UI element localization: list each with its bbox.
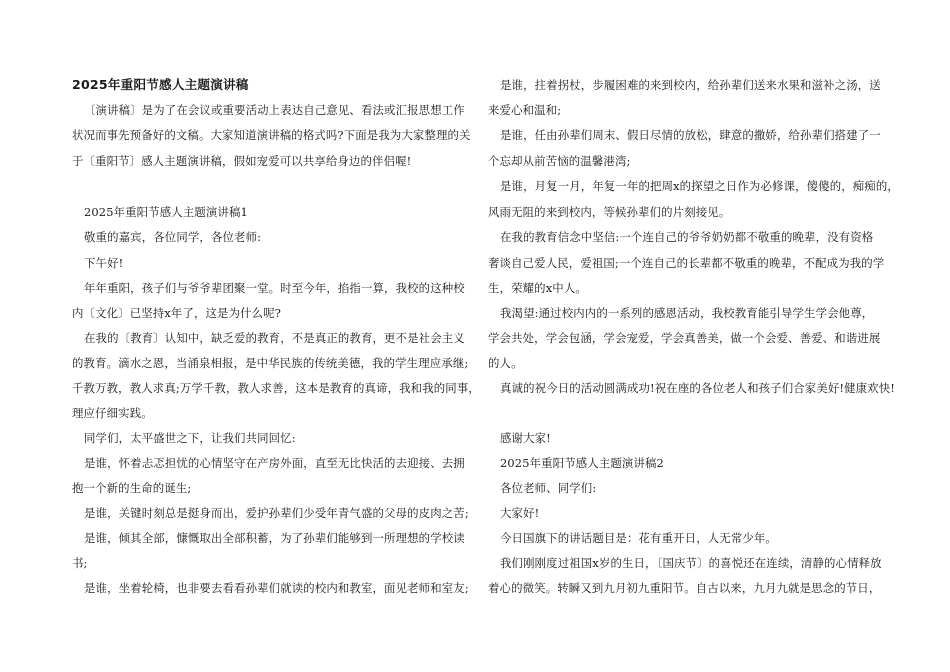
- body-line: 理应仔细实践。: [72, 406, 153, 420]
- body-line: 的教育。滴水之恩，当涌泉相报，是中华民族的传统美德，我的学生理应承继;: [72, 356, 469, 370]
- body-line: 的人。: [488, 356, 523, 370]
- body-line: 奢谈自己爱人民，爱祖国;一个连自己的长辈都不敬重的晚辈，不配成为我的学: [488, 256, 885, 270]
- salutation: 敬重的嘉宾，各位同学，各位老师:: [84, 230, 262, 244]
- body-line: 学会共处，学会包涵，学会宠爱，学会真善美，做一个会爱、善爱、和谐进展: [488, 331, 881, 345]
- body-line: 我渴望:通过校内内的一系列的感恩活动，我校教育能引导学生学会他尊，: [500, 306, 874, 320]
- greeting: 下午好!: [84, 256, 124, 270]
- body-line: 是谁，怀着忐忑担忧的心情坚守在产房外面，直至无比快活的去迎接、去拥: [84, 456, 465, 470]
- intro-paragraph-line: 〔演讲稿〕是为了在会议或重要活动上表达自己意见、看法或汇报思想工作: [84, 103, 465, 117]
- intro-paragraph-line: 状况而事先预备好的文稿。大家知道演讲稿的格式吗?下面是我为大家整理的关: [72, 128, 471, 142]
- body-line: 是谁，拄着拐杖，步履困难的来到校内，给孙辈们送来水果和滋补之汤，送: [500, 78, 881, 92]
- closing-thanks: 感谢大家!: [500, 431, 551, 445]
- body-line: 今日国旗下的讲话题目是：花有重开日，人无常少年。: [500, 531, 777, 545]
- document-title: 2025年重阳节感人主题演讲稿: [72, 77, 249, 92]
- greeting: 大家好!: [500, 506, 540, 520]
- body-line: 千教万教，教人求真;万学千教，教人求善，这本是教育的真谛，我和我的同事，: [72, 381, 480, 395]
- body-line: 是谁，月复一月，年复一年的把周x的探望之日作为必修课，傻傻的，痴痴的，: [500, 179, 899, 193]
- body-line: 是谁，坐着轮椅，也非要去看看孙辈们就读的校内和教室，面见老师和室友;: [84, 581, 469, 595]
- speech-heading: 2025年重阳节感人主题演讲稿1: [84, 205, 248, 219]
- body-line: 书;: [72, 556, 88, 570]
- body-line: 着心的微笑。转瞬又到九月初九重阳节。自古以来，九月九就是思念的节日，: [488, 581, 881, 595]
- body-line: 内〔文化〕已坚持x年了，这是为什么呢?: [72, 306, 282, 320]
- body-line: 是谁，倾其全部，慷慨取出全部积蓄，为了孙辈们能够到一所理想的学校读: [84, 531, 465, 545]
- body-line: 生，荣耀的x中人。: [488, 281, 587, 295]
- body-line: 是谁，任由孙辈们周末、假日尽情的放松，肆意的撒娇，给孙辈们搭建了一: [500, 128, 881, 142]
- body-line: 在我的〔教育〕认知中，缺乏爱的教育，不是真正的教育，更不是社会主义: [84, 331, 465, 345]
- body-line: 来爱心和温和;: [488, 103, 562, 117]
- body-line: 我们刚刚度过祖国x岁的生日，〔国庆节〕的喜悦还在连续，清静的心情释放: [500, 556, 882, 570]
- body-line: 年年重阳，孩子们与爷爷辈团聚一堂。时至今年，掐指一算，我校的这种校: [84, 281, 465, 295]
- body-line: 风雨无阻的来到校内，等候孙辈们的片刻接见。: [488, 205, 731, 219]
- speech-heading: 2025年重阳节感人主题演讲稿2: [500, 456, 664, 470]
- body-line: 个忘却从前苦恼的温馨港湾;: [488, 154, 631, 168]
- body-line: 是谁，关键时刻总是挺身而出，爱护孙辈们少受年青气盛的父母的皮肉之苦;: [84, 506, 469, 520]
- body-line: 同学们，太平盛世之下，让我们共同回忆:: [84, 431, 296, 445]
- intro-paragraph-line: 于〔重阳节〕感人主题演讲稿，假如宠爱可以共享给身边的伴侣喔!: [72, 154, 412, 168]
- body-line: 真诚的祝今日的活动圆满成功!祝在座的各位老人和孩子们合家美好!健康欢快!: [500, 381, 896, 395]
- body-line: 抱一个新的生命的诞生;: [72, 481, 192, 495]
- salutation: 各位老师、同学们:: [500, 481, 597, 495]
- body-line: 在我的教育信念中坚信:一个连自己的爷爷奶奶都不敬重的晚辈，没有资格: [500, 230, 874, 244]
